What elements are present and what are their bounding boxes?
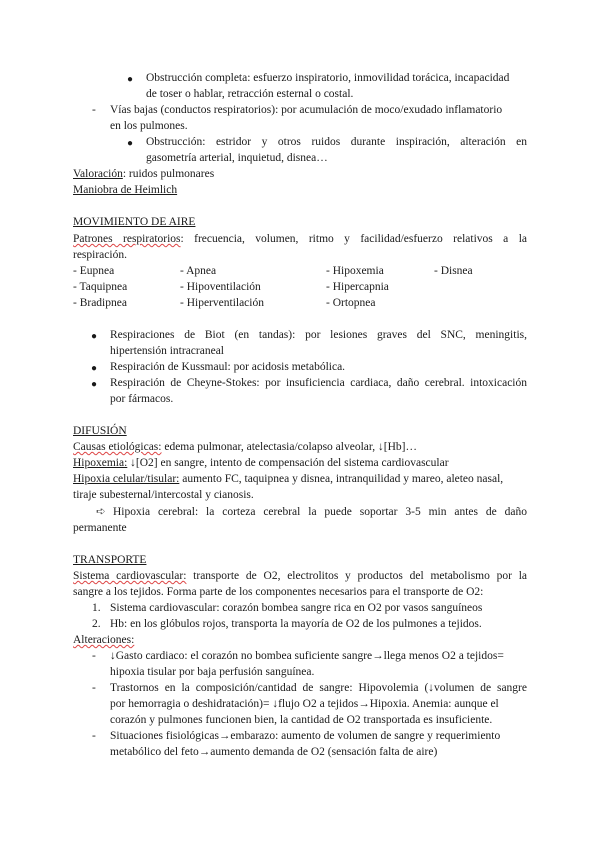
cheyne-line1: Respiración de Cheyne-Stokes: por insuficiencia cardiaca, daño cerebral. intoxicación (110, 377, 527, 389)
term-ortopnea: - Ortopnea (326, 297, 376, 309)
alteraciones-label: Alteraciones: (73, 634, 135, 646)
term-hiperventilacion: - Hiperventilación (180, 297, 264, 309)
hipoxia-label: Hipoxia celular/tisular: (73, 473, 180, 485)
bullet-icon: ● (91, 363, 98, 374)
alteracion-2-line1: Trastornos en la composición/cantidad de sangre: Hipovolemia (↓volumen de sangre (110, 682, 527, 694)
hipoxia-line1 (73, 472, 503, 487)
sistema-text: transporte de O2, electrolitos y productos del metabolismo por la (186, 570, 528, 582)
obstruccion-completa-line1: Obstrucción completa: esfuerzo inspiratorio, inmovilidad torácica, incapacidad (146, 72, 510, 84)
hipoxia-text: aumento FC, taquipnea y disnea, intranquilidad y mareo, aleteo nasal, (179, 473, 504, 485)
alteracion-2-line3: corazón y pulmones funcionen bien, la cantidad de O2 transportada es insuficiente. (110, 714, 493, 726)
movimiento-heading: MOVIMIENTO DE AIRE (73, 216, 196, 228)
obstruccion-line1: Obstrucción: estridor y otros ruidos durante inspiración, alteración en (146, 136, 527, 148)
dash-marker: - (92, 730, 96, 742)
hipoxia-line2: tiraje subesternal/intercostal y cianosis. (73, 489, 254, 501)
bullet-icon: ● (91, 379, 98, 390)
bullet-icon: ● (127, 74, 134, 85)
term-disnea: - Disnea (434, 265, 473, 277)
obstruccion-completa-line2: de toser o hablar, retracción esternal o costal. (146, 88, 354, 100)
valoracion-text: : ruidos pulmonares (122, 168, 215, 180)
bullet-icon: ● (127, 138, 134, 149)
hipoxemia-line (73, 456, 449, 471)
list-number: 1. (92, 602, 101, 614)
patrones-line2: respiración. (73, 249, 127, 261)
causas-line (73, 440, 417, 455)
sistema-line1 (73, 569, 527, 584)
list-item: Sistema cardiovascular: corazón bombea sangre rica en O2 por vasos sanguíneos (110, 602, 483, 614)
vias-bajas-line1: Vías bajas (conductos respiratorios): por acumulación de moco/exudado inflamatorio (110, 104, 503, 116)
term-eupnea: - Eupnea (73, 265, 115, 277)
term-hipoxemia: - Hipoxemia (326, 265, 384, 277)
vias-bajas-line2: en los pulmones. (110, 120, 188, 132)
term-taquipnea: - Taquipnea (73, 281, 128, 293)
list-number: 2. (92, 618, 101, 630)
patrones-text: : frecuencia, volumen, ritmo y facilidad/esfuerzo relativos a la (180, 233, 527, 245)
valoracion-line (73, 167, 214, 182)
patrones-line1 (73, 232, 527, 247)
alteracion-1-line2: hipoxia tisular por baja perfusión sanguínea. (110, 666, 315, 678)
alteracion-3-line1: Situaciones fisiológicas→embarazo: aumento de volumen de sangre y requerimiento (110, 730, 501, 742)
sistema-label: Sistema cardiovascular: (73, 570, 187, 582)
dash-marker: - (92, 650, 96, 662)
dash-marker: - (92, 104, 96, 116)
biot-line1: Respiraciones de Biot (en tandas): por lesiones graves del SNC, meningitis, (110, 329, 527, 341)
difusion-heading: DIFUSIÓN (73, 425, 127, 437)
term-bradipnea: - Bradipnea (73, 297, 127, 309)
sistema-line2: sangre a los tejidos. Forma parte de los componentes necesarios para el transporte de O2: (73, 586, 484, 598)
maniobra-heimlich: Maniobra de Heimlich (73, 184, 178, 196)
term-hipercapnia: - Hipercapnia (326, 281, 389, 293)
dash-marker: - (92, 682, 96, 694)
term-apnea: - Apnea (180, 265, 217, 277)
hipoxia-cerebral-line2: permanente (73, 522, 127, 534)
causas-label: Causas etiológicas: (73, 441, 162, 453)
hipoxemia-text: ↓[O2] en sangre, intento de compensación del sistema cardiovascular (127, 457, 449, 469)
transporte-heading: TRANSPORTE (73, 554, 147, 566)
hipoxia-cerebral-line1: Hipoxia cerebral: la corteza cerebral la puede soportar 3-5 min antes de daño (113, 506, 527, 518)
biot-line2: hipertensión intracraneal (110, 345, 224, 357)
alteracion-1-line1: ↓Gasto cardiaco: el corazón no bombea suficiente sangre→llega menos O2 a tejidos= (110, 650, 504, 662)
hipoxemia-label: Hipoxemia: (73, 457, 128, 469)
kussmaul-line: Respiración de Kussmaul: por acidosis metabólica. (110, 361, 346, 373)
alteracion-3-line2: metabólico del feto→aumento demanda de O2 (sensación falta de aire) (110, 746, 438, 758)
causas-text: edema pulmonar, atelectasia/colapso alveolar, ↓[Hb]… (161, 441, 417, 453)
arrow-icon: ➪ (96, 506, 106, 518)
valoracion-label: Valoración (73, 168, 123, 180)
list-item: Hb: en los glóbulos rojos, transporta la mayoría de O2 de los pulmones a tejidos. (110, 618, 482, 630)
patrones-label: Patrones respiratorios (73, 233, 181, 245)
cheyne-line2: por fármacos. (110, 393, 174, 405)
alteracion-2-line2: por hemorragia o deshidratación)= ↓flujo O2 a tejidos→Hipoxia. Anemia: aunque el (110, 698, 499, 710)
bullet-icon: ● (91, 331, 98, 342)
term-hipoventilacion: - Hipoventilación (180, 281, 261, 293)
obstruccion-line2: gasometría arterial, inquietud, disnea… (146, 152, 328, 164)
